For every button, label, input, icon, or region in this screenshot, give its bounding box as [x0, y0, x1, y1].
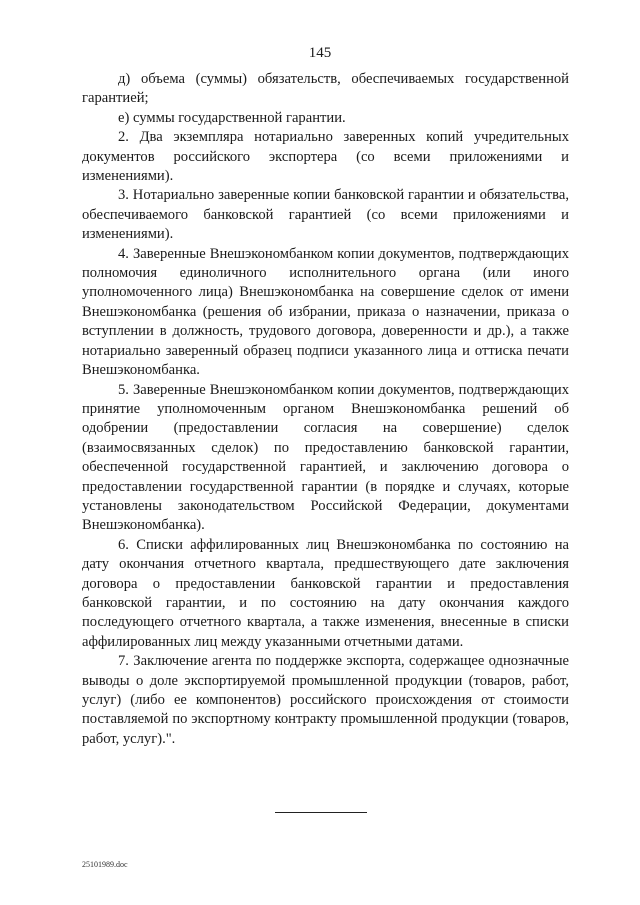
page-number: 145: [308, 45, 332, 61]
paragraph-e-guarantee-amount: е) суммы государственной гарантии.: [118, 109, 346, 126]
document-file-code: 25101989.doc: [82, 860, 128, 869]
paragraph-d-obligations-amount: д) объема (суммы) обязательств, обеспечиваемых государственной гарантией;: [82, 71, 569, 107]
paragraph-3-bank-guarantee-copies: 3. Нотариально заверенные копии банковской гарантии и обязательства, обеспечиваемого банковской гарантией (со всеми приложениями и изменениями).: [82, 187, 569, 243]
paragraph-4-authority-documents: 4. Заверенные Внешэкономбанком копии документов, подтверждающих полномочия единоличного исполнительного органа (или иного уполномоченного лица) Внешэкономбанка на совершение сделок от имени Внешэкономбанка (решения об избрании, приказа о назначении, приказа о вступлении в должность, трудового договора, доверенности и др.), а также нотариально заверенный образец подписи указанного лица и оттиска печати Внешэкономбанка.: [82, 245, 569, 379]
paragraph-7-export-agent-conclusion: 7. Заключение агента по поддержке экспорта, содержащее однозначные выводы о доле экспортируемой промышленной продукции (товаров, работ, услуг) (либо ее компонентов) российского происхождения от стоимости поставляемой по экспортному контракту промышленной продукции (товаров, работ, услуг).".: [82, 653, 569, 747]
paragraph-2-founding-documents: 2. Два экземпляра нотариально заверенных копий учредительных документов российского экспортера (со всеми приложениями и изменениями).: [82, 129, 569, 185]
paragraph-6-affiliated-persons: 6. Списки аффилированных лиц Внешэкономбанка по состоянию на дату окончания отчетного квартала, предшествующего дате заключения договора о предоставлении банковской гарантии и предоставления банковской гарантии, и по состоянию на дату окончания каждого последующего отчетного квартала, а также изменения, внесенные в списки аффилированных лиц между указанными отчетными датами.: [82, 536, 569, 650]
document-body: [82, 70, 569, 749]
end-divider-line: [275, 812, 367, 813]
paragraph-5-approval-documents: 5. Заверенные Внешэкономбанком копии документов, подтверждающих принятие уполномоченным органом Внешэкономбанка решений об одобрении (предоставлении согласия на совершение) сделок (взаимосвязанных сделок) по предоставлению банковской гарантии, обеспеченной государственной гарантией, и заключению договора о предоставлении государственной гарантии (в порядке и случаях, которые установлены законодательством Российской Федерации, документами Внешэкономбанка).: [82, 381, 569, 534]
